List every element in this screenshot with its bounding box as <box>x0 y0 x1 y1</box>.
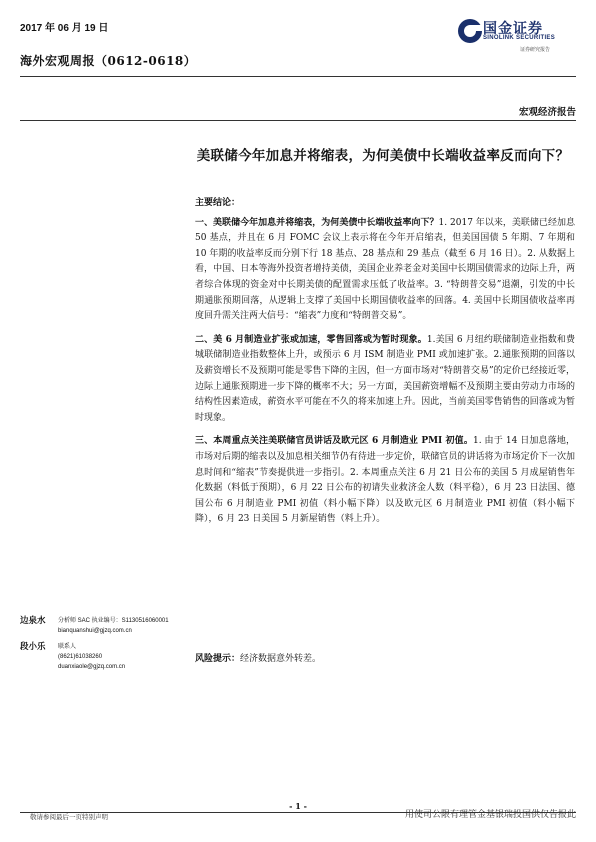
logo-chinese-text: 国金证券 <box>483 20 543 36</box>
main-conclusions <box>195 196 575 536</box>
section-2-body: 1.美国 6 月纽约联储制造业指数和费城联储制造业指数整体上升，或预示 6 月 ISM 制造业 PMI 或加速扩张。2.通胀预期的回落以及薪资增长不及预期可能是零售下降的主因，但一方面市场对“特朗普交易”的定价已经接近零，边际上通胀预期进一步下降的概率不大；另一方面，美国薪资增幅不及预期主要由劳动力市场的结构性因素造成，薪资水平可能在不久的将来加速上升。因此，当前美国零售销售的回落或为暂时现象。 <box>195 334 575 423</box>
analyst-email[interactable]: bianquanshui@gjzq.com.cn <box>58 628 132 634</box>
header-divider <box>20 76 576 77</box>
disclaimer-link[interactable]: 敬请参阅最后一页特别声明 <box>30 813 108 821</box>
analyst-name: 边泉水 <box>20 616 46 626</box>
license-text: 用使司公限有理管金基银瑞投国供仅告报此 <box>404 809 576 819</box>
section-1-body: 1. 2017 年以来，美联储已经加息 50 基点，并且在 6 月 FOMC 会议上表示将在今年开启缩表，但美国国债 5 年期、7 年期和 10 年期的收益率反而分别下行 18 基点、28 基点和 29 基点（截至 6 月 16 日）。2. 从数据上看，中国、日本等海外投资者增持美债，美国企业养老金对美国中长期国债需求的边际上升，两者综合体现的资金对中长期美债的配置需求压低了收益率。3. “特朗普交易”退潮，引发的中长期通胀预期回落，从逻辑上支撑了美国中长期国债收益率的回落。4. 美国中长期国债收益率再度回升需关注两大信号：“缩表”力度和“特朗普交易”。 <box>195 217 575 322</box>
analyst-title: 分析师 SAC 执业编号：S1130516060001 <box>58 618 169 624</box>
logo-english-text: SINOLINK SECURITIES <box>483 35 556 41</box>
logo-subtitle: 证券研究报告 <box>520 47 551 53</box>
contact-title: 联系人 <box>58 644 77 650</box>
report-series-name: 海外宏观周报（0612-0618） <box>20 54 197 68</box>
section-3-body: 1. 由于 14 日加息落地，市场对后期的缩表以及加息相关细节仍有待进一步定价，联储官员的讲话将为市场定价下一次加息时间和“缩表”节奏提供进一步指引。2. 本周重点关注 6 月 21 日公布的美国 5 月成屋销售年化数据（料低于预期），6 月 22 日公布的初请失业救济金人数（料平稳），6 月 23 日法国、德国公布 6 月制造业 PMI 初值（料小幅下降）以及欧元区 6 月制造业 PMI 初值（料小幅下降），6 月 23 日美国 5 月新屋销售（料上升）。 <box>195 436 575 525</box>
section-3-lead: 三、本周重点关注美联储官员讲话及欧元区 6 月制造业 PMI 初值。 <box>195 436 473 447</box>
risk-label: 风险提示： <box>195 654 241 664</box>
report-category: 宏观经济报告 <box>518 107 576 118</box>
report-date: 2017 年 06 月 19 日 <box>20 23 109 34</box>
contact-phone: (8621)61038260 <box>58 654 103 660</box>
risk-text: 经济数据意外转差。 <box>240 654 322 664</box>
category-divider <box>20 120 576 121</box>
page-title: 美联储今年加息并将缩表，为何美债中长端收益率反而向下？ <box>196 148 570 164</box>
contact-email[interactable]: duanxiaole@gjzq.com.cn <box>58 664 126 670</box>
section-2-lead: 二、美 6 月制造业扩张或加速，零售回落或为暂时现象。 <box>195 334 427 345</box>
section-1 <box>195 216 575 325</box>
section-3 <box>195 434 575 528</box>
section-2 <box>195 333 575 427</box>
section-1-lead: 一、美联储今年加息并将缩表，为何美债中长端收益率向下？ <box>195 217 439 228</box>
risk-warning <box>195 651 575 664</box>
summary-heading: 主要结论： <box>195 198 241 208</box>
page-number: - 1 - <box>289 801 307 811</box>
contact-name: 段小乐 <box>20 642 46 652</box>
